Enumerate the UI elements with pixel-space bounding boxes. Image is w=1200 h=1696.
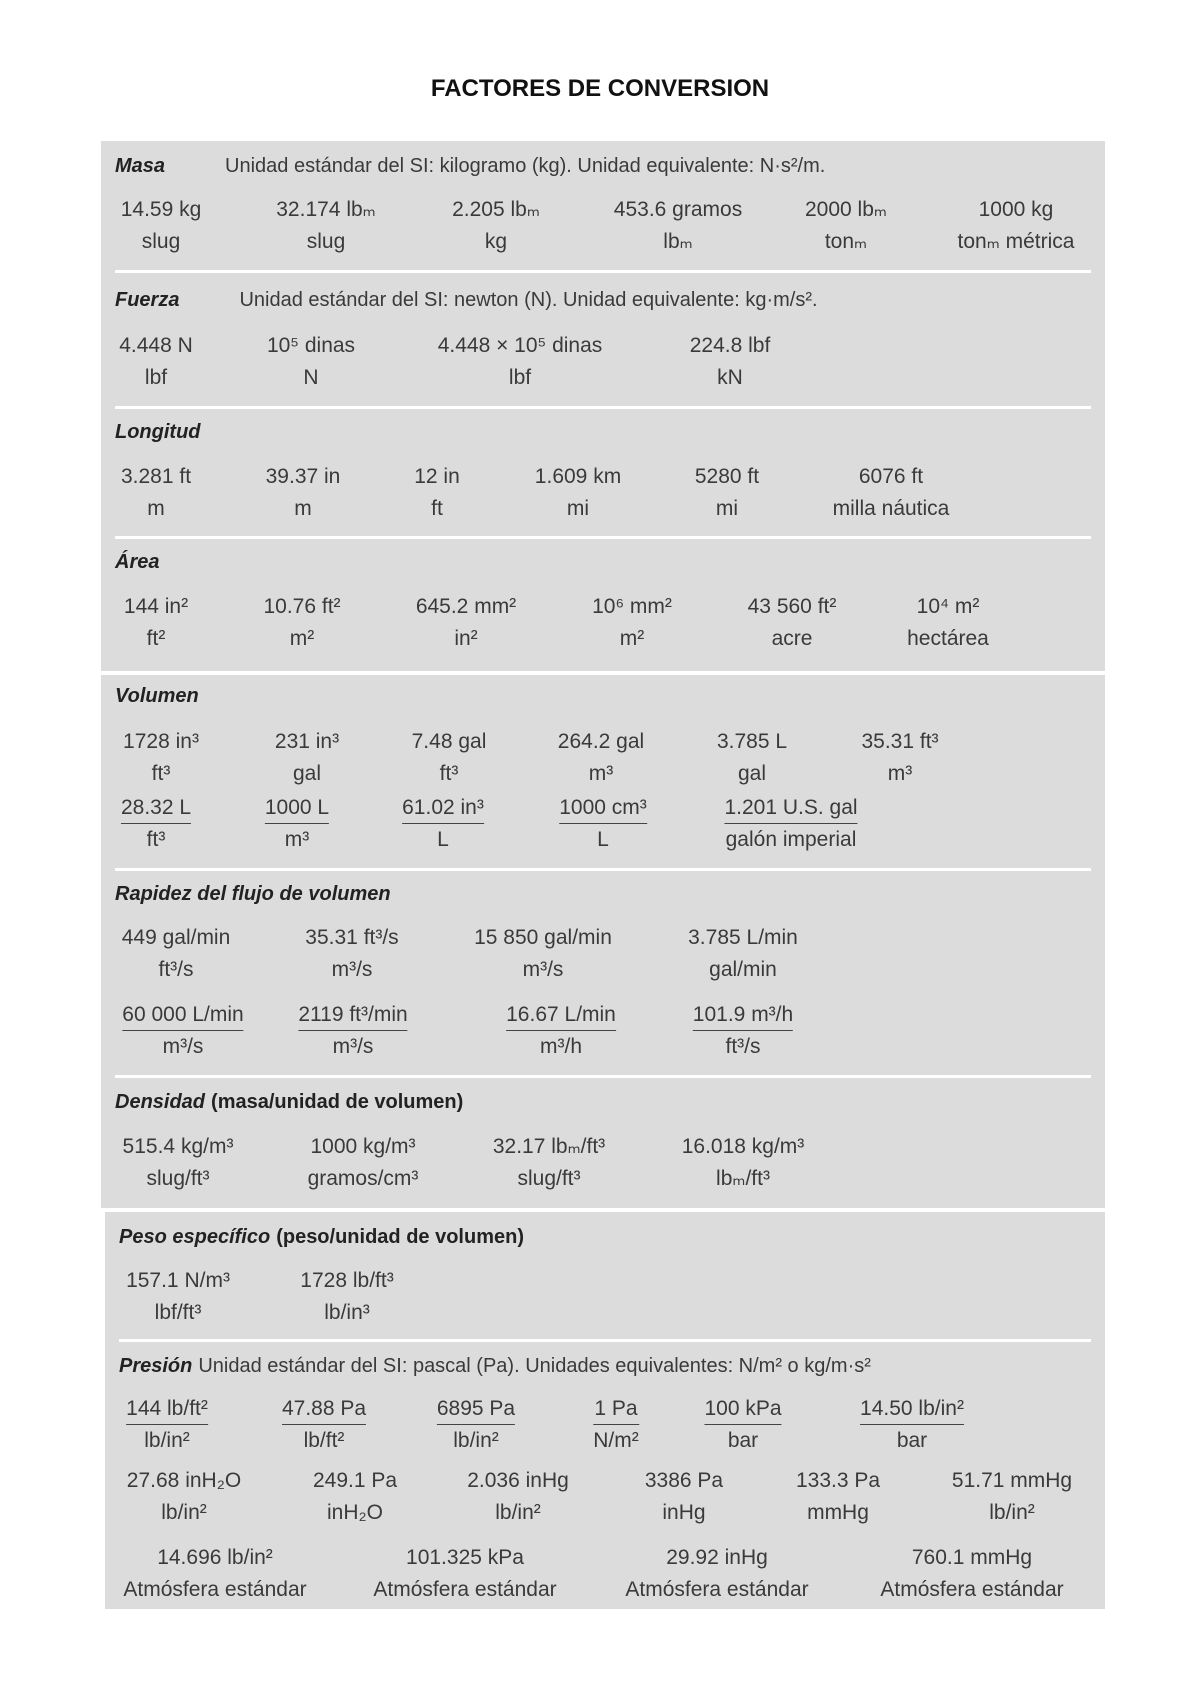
factor-denominator: L [437, 828, 449, 851]
factor-numerator: 16.67 L/min [506, 1000, 616, 1031]
factor-numerator: 43 560 ft² [747, 595, 837, 618]
factor-denominator: ft³ [146, 828, 166, 851]
conversion-factor [123, 1542, 306, 1606]
factor-denominator: m³ [284, 828, 310, 851]
conversion-factor [313, 1465, 397, 1529]
factor-denominator: m² [289, 627, 315, 650]
conversion-factor [275, 726, 339, 790]
factor-numerator: 101.9 m³/h [693, 1000, 793, 1031]
factor-denominator: bar [896, 1429, 928, 1452]
factor-numerator: 35.31 ft³ [861, 730, 939, 753]
factor-denominator: lbₘ [663, 230, 693, 253]
factor-denominator: lbf [144, 366, 168, 389]
conversion-factor [121, 194, 202, 258]
factor-numerator: 6076 ft [858, 465, 924, 488]
factor-denominator: lb/in² [161, 1501, 207, 1524]
factor-denominator: m [294, 497, 312, 520]
conversion-factor [682, 1131, 805, 1195]
section-name: Volumen [115, 685, 199, 707]
section-note: Unidad estándar del SI: pascal (Pa). Unidades equivalentes: N/m² o kg/m·s² [198, 1355, 871, 1377]
conversion-factor [282, 1394, 366, 1457]
conversion-factor [474, 922, 612, 986]
conversion-factor [645, 1465, 723, 1529]
factor-numerator: 4.448 × 10⁵ dinas [437, 334, 603, 357]
factor-denominator: N [303, 366, 319, 389]
conversion-factor [124, 591, 188, 655]
section-header [115, 883, 391, 906]
conversion-factor [688, 922, 798, 986]
section-name: Fuerza [115, 289, 180, 311]
factor-row [101, 591, 1105, 655]
conversion-factor [265, 793, 329, 856]
factor-numerator: 12 in [414, 465, 460, 488]
factor-numerator: 14.696 lb/in² [157, 1546, 273, 1569]
section-divider [115, 536, 1091, 539]
conversion-factor [592, 591, 672, 655]
section-header [119, 1226, 524, 1249]
factor-numerator: 515.4 kg/m³ [122, 1135, 234, 1158]
factor-denominator: m³ [588, 762, 614, 785]
factor-denominator: lbₘ/ft³ [716, 1167, 770, 1190]
factor-numerator: 101.325 kPa [406, 1546, 524, 1569]
factor-numerator: 28.32 L [121, 793, 191, 824]
factor-numerator: 6895 Pa [437, 1394, 515, 1425]
factor-denominator: Atmósfera estándar [625, 1578, 809, 1601]
factor-denominator: Atmósfera estándar [880, 1578, 1064, 1601]
conversion-factor [748, 591, 837, 655]
factor-numerator: 2119 ft³/min [298, 1000, 407, 1031]
factor-denominator: m³ [887, 762, 913, 785]
factor-numerator: 61.02 in³ [402, 793, 484, 824]
conversion-factor [298, 1000, 407, 1063]
factor-denominator: m [147, 497, 165, 520]
factor-numerator: 1000 cm³ [559, 793, 647, 824]
factor-numerator: 1000 kg [978, 198, 1054, 221]
factor-denominator: lb/in² [989, 1501, 1035, 1524]
section-divider [115, 406, 1091, 409]
factor-denominator: acre [771, 627, 813, 650]
factor-denominator: gal [292, 762, 322, 785]
conversion-factor [412, 726, 487, 790]
conversion-factor [263, 591, 340, 655]
factor-denominator: m³/s [522, 958, 564, 981]
section-header [119, 1355, 871, 1378]
factor-denominator: mi [715, 497, 739, 520]
conversion-factor [958, 194, 1075, 258]
conversion-factor [267, 330, 355, 394]
factor-denominator: slug [306, 230, 346, 253]
factor-row [101, 793, 1105, 857]
factor-denominator: ft³/s [158, 958, 194, 981]
factor-denominator: milla náutica [832, 497, 950, 520]
conversion-factor [416, 591, 516, 655]
conversion-factor [614, 194, 742, 258]
conversion-factor [300, 1265, 393, 1329]
factor-numerator: 157.1 N/m³ [126, 1269, 230, 1292]
factor-numerator: 60 000 L/min [122, 1000, 243, 1031]
conversion-factor [535, 461, 621, 525]
factor-numerator: 144 lb/ft² [126, 1394, 208, 1425]
factor-denominator: L [597, 828, 609, 851]
factor-numerator: 453.6 gramos [613, 198, 743, 221]
conversion-factor [506, 1000, 616, 1063]
conversion-factor [704, 1394, 781, 1457]
section-note: Unidad estándar del SI: kilogramo (kg). Unidad equivalente: N·s²/m. [225, 155, 826, 177]
factor-numerator: 32.174 lbₘ [276, 198, 376, 221]
factor-numerator: 1728 lb/ft³ [300, 1269, 394, 1292]
section-name: Rapidez del flujo de volumen [115, 883, 391, 905]
factor-denominator: mmHg [807, 1501, 869, 1524]
factor-denominator: gramos/cm³ [307, 1167, 419, 1190]
factor-denominator: kg [484, 230, 508, 253]
conversion-factor [860, 1394, 964, 1457]
factor-denominator: lbf/ft³ [154, 1301, 202, 1324]
factor-numerator: 3386 Pa [644, 1469, 724, 1492]
conversion-factor [467, 1465, 569, 1529]
factor-numerator: 27.68 inH₂O [126, 1469, 242, 1492]
section-header [115, 155, 825, 178]
factor-denominator: slug [141, 230, 181, 253]
panel-3 [105, 1212, 1105, 1609]
factor-numerator: 100 kPa [704, 1394, 781, 1425]
factor-denominator: mi [566, 497, 590, 520]
factor-numerator: 133.3 Pa [795, 1469, 881, 1492]
conversion-factor [308, 1131, 419, 1195]
factor-denominator: m² [619, 627, 645, 650]
factor-numerator: 645.2 mm² [415, 595, 517, 618]
conversion-factor [121, 461, 191, 525]
factor-numerator: 1.201 U.S. gal [724, 793, 857, 824]
section-qualifier: (peso/unidad de volumen) [276, 1226, 524, 1248]
factor-numerator: 760.1 mmHg [911, 1546, 1033, 1569]
conversion-factor [805, 194, 887, 258]
conversion-factor [414, 461, 460, 525]
factor-denominator: lb/in² [495, 1501, 541, 1524]
section-name: Densidad [115, 1091, 206, 1113]
conversion-factor [126, 1394, 208, 1457]
factor-numerator: 10⁶ mm² [592, 595, 672, 618]
factor-denominator: lb/in² [453, 1429, 499, 1452]
section-note: Unidad estándar del SI: newton (N). Unidad equivalente: kg·m/s². [239, 289, 818, 311]
factor-numerator: 35.31 ft³/s [305, 926, 399, 949]
conversion-factor [123, 1131, 234, 1195]
factor-numerator: 1 Pa [593, 1394, 639, 1425]
factor-denominator: slug/ft³ [517, 1167, 581, 1190]
factor-numerator: 2000 lbₘ [805, 198, 887, 221]
panel-2 [101, 675, 1105, 1208]
section-divider [119, 1339, 1091, 1342]
conversion-factor [373, 1542, 556, 1606]
factor-numerator: 2.205 lbₘ [452, 198, 540, 221]
factor-denominator: lbf [508, 366, 532, 389]
factor-denominator: Atmósfera estándar [123, 1578, 307, 1601]
factor-numerator: 10⁴ m² [916, 595, 980, 618]
factor-denominator: gal/min [709, 958, 777, 981]
factor-numerator: 14.50 lb/in² [860, 1394, 964, 1425]
factor-numerator: 10.76 ft² [263, 595, 341, 618]
conversion-factor [690, 330, 771, 394]
conversion-factor [907, 591, 989, 655]
factor-denominator: Atmósfera estándar [373, 1578, 557, 1601]
factor-numerator: 16.018 kg/m³ [681, 1135, 805, 1158]
conversion-factor [880, 1542, 1063, 1606]
factor-numerator: 10⁵ dinas [266, 334, 356, 357]
conversion-factor [452, 194, 540, 258]
conversion-factor [122, 922, 231, 986]
conversion-factor [305, 922, 398, 986]
conversion-factor [126, 1265, 230, 1329]
conversion-factor [717, 726, 787, 790]
factor-denominator: lb/ft² [303, 1429, 345, 1452]
factor-denominator: m³/h [540, 1035, 582, 1058]
conversion-factor [952, 1465, 1072, 1529]
conversion-factor [121, 793, 191, 856]
factor-denominator: inHg [662, 1501, 706, 1524]
section-header [115, 551, 159, 574]
section-header [115, 421, 201, 444]
factor-numerator: 7.48 gal [411, 730, 487, 753]
conversion-factor [123, 726, 199, 790]
section-header [115, 1091, 463, 1114]
factor-row [101, 726, 1105, 790]
conversion-factor [593, 1394, 639, 1457]
conversion-factor [796, 1465, 880, 1529]
factor-denominator: lb/in² [144, 1429, 190, 1452]
section-header [115, 289, 818, 312]
factor-numerator: 231 in³ [274, 730, 340, 753]
factor-denominator: lb/in³ [324, 1301, 370, 1324]
conversion-factor [438, 330, 603, 394]
factor-row [105, 1394, 1105, 1458]
section-name: Masa [115, 155, 166, 177]
factor-numerator: 4.448 N [119, 334, 193, 357]
factor-numerator: 1728 in³ [123, 730, 199, 753]
conversion-factor [861, 726, 938, 790]
factor-row [105, 1465, 1105, 1529]
conversion-factor [833, 461, 950, 525]
conversion-factor [695, 461, 759, 525]
factor-row [101, 922, 1105, 986]
factor-numerator: 264.2 gal [557, 730, 645, 753]
section-divider [115, 270, 1091, 273]
conversion-factor [559, 793, 647, 856]
section-divider [115, 868, 1091, 871]
section-name: Longitud [115, 421, 201, 443]
factor-numerator: 144 in² [123, 595, 189, 618]
section-name: Área [115, 551, 160, 573]
factor-row [101, 1131, 1105, 1195]
factor-denominator: m³/s [332, 1035, 374, 1058]
factor-denominator: in² [454, 627, 478, 650]
conversion-factor [693, 1000, 793, 1063]
factor-numerator: 449 gal/min [121, 926, 231, 949]
conversion-factor [724, 793, 857, 856]
conversion-factor [493, 1131, 605, 1195]
factor-row [101, 1000, 1105, 1064]
factor-denominator: m³/s [331, 958, 373, 981]
factor-denominator: ft [431, 497, 443, 520]
factor-row [105, 1265, 1105, 1329]
factor-numerator: 14.59 kg [120, 198, 202, 221]
factor-numerator: 1000 kg/m³ [310, 1135, 416, 1158]
factor-denominator: inH₂O [326, 1501, 383, 1524]
factor-numerator: 1.609 km [534, 465, 622, 488]
factor-numerator: 29.92 inHg [666, 1546, 768, 1569]
factor-numerator: 5280 ft [694, 465, 760, 488]
factor-denominator: ft³/s [725, 1035, 761, 1058]
factor-denominator: ft³ [439, 762, 459, 785]
section-divider [115, 1075, 1091, 1078]
factor-denominator: N/m² [593, 1429, 639, 1452]
conversion-factor [558, 726, 644, 790]
factor-denominator: kN [717, 366, 743, 389]
factor-denominator: ft² [146, 627, 166, 650]
factor-numerator: 1000 L [265, 793, 329, 824]
factor-denominator: ft³ [151, 762, 171, 785]
factor-denominator: hectárea [907, 627, 989, 650]
factor-row [101, 461, 1105, 525]
conversion-factor [276, 194, 376, 258]
conversion-factor [402, 793, 484, 856]
factor-denominator: slug/ft³ [146, 1167, 210, 1190]
factor-denominator: bar [727, 1429, 759, 1452]
panel-1 [101, 141, 1105, 671]
section-name: Presión [119, 1355, 193, 1377]
conversion-factor [127, 1465, 241, 1529]
factor-numerator: 249.1 Pa [312, 1469, 398, 1492]
section-name: Peso específico [119, 1226, 271, 1248]
factor-numerator: 3.281 ft [120, 465, 192, 488]
factor-denominator: gal [737, 762, 767, 785]
conversion-factor [119, 330, 193, 394]
conversion-factor [122, 1000, 243, 1063]
factor-numerator: 51.71 mmHg [951, 1469, 1073, 1492]
conversion-factor [266, 461, 341, 525]
factor-numerator: 32.17 lbₘ/ft³ [492, 1135, 606, 1158]
page-title: FACTORES DE CONVERSION [430, 75, 770, 102]
conversion-factor [437, 1394, 515, 1457]
factor-numerator: 3.785 L/min [688, 926, 798, 949]
factor-row [101, 330, 1105, 394]
factor-numerator: 3.785 L [716, 730, 788, 753]
conversion-factor [625, 1542, 808, 1606]
factor-numerator: 15 850 gal/min [474, 926, 612, 949]
factor-numerator: 39.37 in [265, 465, 341, 488]
section-header [115, 685, 199, 708]
factor-denominator: m³/s [162, 1035, 204, 1058]
factor-row [101, 194, 1105, 258]
factor-numerator: 2.036 inHg [467, 1469, 569, 1492]
factor-numerator: 47.88 Pa [282, 1394, 366, 1425]
factor-numerator: 224.8 lbf [689, 334, 771, 357]
factor-denominator: galón imperial [725, 828, 857, 851]
factor-row [105, 1542, 1105, 1606]
section-qualifier: (masa/unidad de volumen) [211, 1091, 464, 1113]
factor-denominator: tonₘ métrica [957, 230, 1075, 253]
factor-denominator: tonₘ [824, 230, 868, 253]
